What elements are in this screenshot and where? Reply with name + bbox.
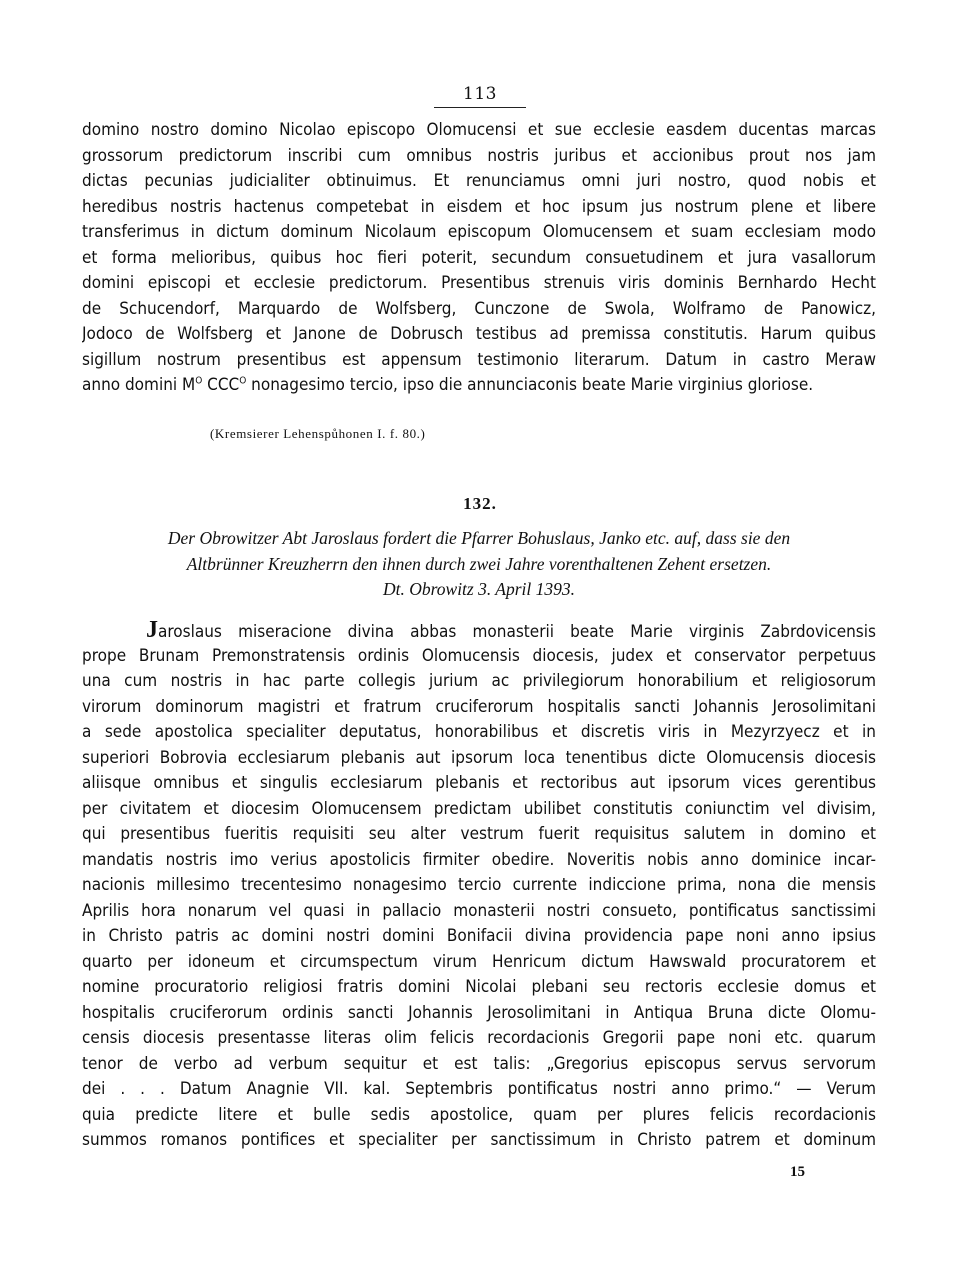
text-line: hospitalis cruciferorum ordinis sancti Johannis Jerosolimitani in Antiqua Bruna dicte Olomu- <box>82 1002 876 1023</box>
text-line: de Schucendorf, Marquardo de Wolfsberg, Cunczone de Swola, Wolframo de Panowicz, <box>82 298 876 319</box>
text-line: transferimus in dictum dominum Nicolaum episcopum Olomucensem et suam ecclesiam modo <box>82 222 876 242</box>
text-line: tenor de verbo ad verbum sequitur et est talis: „Gregorius episcopus servus servorum <box>82 1053 876 1074</box>
text-line: dei . . . Datum Anagnie VII. kal. Septembris pontificatus nostri anno primo.“ — Verum <box>82 1079 876 1099</box>
text-line: per civitatem et diocesim Olomucensem predictam ubilibet constitutis coniunctim vel divisim, <box>82 798 876 819</box>
signature-mark: 15 <box>790 1164 805 1180</box>
source-citation: (Kremsierer Lehenspůhonen I. f. 80.) <box>210 426 426 441</box>
text-line: dictas pecunias judicialiter obtinuimus. Et renunciamus omni juri nostro, quod nobis et <box>82 171 876 191</box>
continued-charter-text <box>82 118 876 399</box>
text-line: prope Brunam Premonstratensis ordinis Olomucensis diocesis, judex et conservator perpetuus <box>82 645 876 666</box>
text-line: domini episcopi et ecclesie predictorum. Presentibus strenuis viris dominis Bernhardo Hecht <box>82 273 876 293</box>
text-line: a sede apostolica specialiter deputatus, honorabilibus et discretis viris in Mezyrzyecz et in <box>82 722 876 742</box>
text-line: virorum dominorum magistri et fratrum cruciferorum hospitalis sancti Johannis Jerosolimitani <box>82 696 876 717</box>
heading-date-line: Dt. Obrowitz 3. April 1393. <box>382 579 576 599</box>
text-line: quarto per idoneum et circumspectum virum Henricum dictum Hawswald procuratorem et <box>82 951 876 972</box>
text-line: nomine procuratorio religiosi fratris domini Nicolai plebani seu rectoris ecclesie domus et <box>82 977 876 997</box>
text-line: Jodoco de Wolfsberg et Janone de Dobrusch testibus ad premissa constitutis. Harum quibus <box>82 324 876 344</box>
text-line: summos romanos pontifices et specialiter per sanctissimum in Christo patrem et dominum <box>82 1130 876 1150</box>
text-line: heredibus nostris hactenus competebat in eisdem et hoc ipsum jus nostrum plene et libere <box>82 196 876 217</box>
charter-body-text <box>82 618 876 1154</box>
page-number: 113 <box>463 84 497 104</box>
text-line: grossorum predictorum inscribi cum omnibus nostris juribus et accionibus prout nos jam <box>82 145 876 166</box>
heading-line: Der Obrowitzer Abt Jaroslaus fordert die Pfarrer Bohuslaus, Janko etc. auf, dass sie den <box>167 528 791 548</box>
text-line: et forma melioribus, quibus hoc fieri poterit, secundum consuetudinem et jura vasallorum <box>82 247 876 268</box>
document-heading <box>82 526 876 603</box>
text-line: superiori Bobrovia ecclesiarum plebanis aut ipsorum loca tenentibus dicte Olomucensis diocesis <box>82 747 876 768</box>
document-number: 132. <box>463 494 497 513</box>
text-line: nacionis millesimo trecentesimo nonagesimo tercio currente indiccione prima, nona die mensis <box>82 875 876 895</box>
text-line: una cum nostris in hac parte collegis jurium ac privilegiorum honorabilium et religiosorum <box>82 671 876 691</box>
heading-line: Altbrünner Kreuzherrn den ihnen durch zwei Jahre vorenthaltenen Zehent ersetzen. <box>186 553 772 574</box>
text-line: mandatis nostris imo verius apostolicis firmiter obedire. Noveritis nobis anno dominice incar- <box>82 849 876 870</box>
text-line: Aprilis hora nonarum vel quasi in pallacio monasterii nostri consueto, pontificatus sanctissimi <box>82 900 876 921</box>
text-line: quia predicte litere et bulle sedis apostolice, quam per plures felicis recordacionis <box>82 1104 876 1125</box>
text-line: domino nostro domino Nicolao episcopo Olomucensi et sue ecclesie easdem ducentas marcas <box>82 120 876 140</box>
text-line-final: anno domini $M^O$ $CCC^O$ nonagesimo tercio, ipso die annunciaconis beate Marie virginius gloriose. <box>82 375 814 395</box>
text-line: qui presentibus fueritis requisiti seu alter vestrum fuerit requisitus salutem in domino et <box>82 824 876 844</box>
text-line: in Christo patris ac domini nostri domini Bonifacii divina providencia pape noni anno ipsius <box>82 926 876 946</box>
text-line: censis diocesis presentasse literas olim felicis recordacionis Gregorii pape noni etc. quarum <box>82 1028 876 1048</box>
first-body-line: J aroslaus miseracione divina abbas monasterii beate Marie virginis Zabrdovicensis <box>146 618 876 643</box>
drop-cap-initial: J <box>146 618 158 643</box>
text-line: aliisque omnibus et singulis ecclesiarum plebanis et rectoribus aut ipsorum vices gerentibus <box>82 773 876 793</box>
page-number-rule <box>434 107 526 108</box>
text-line: sigillum nostrum presentibus est appensum testimonio literarum. Datum in castro Meraw <box>82 349 876 370</box>
